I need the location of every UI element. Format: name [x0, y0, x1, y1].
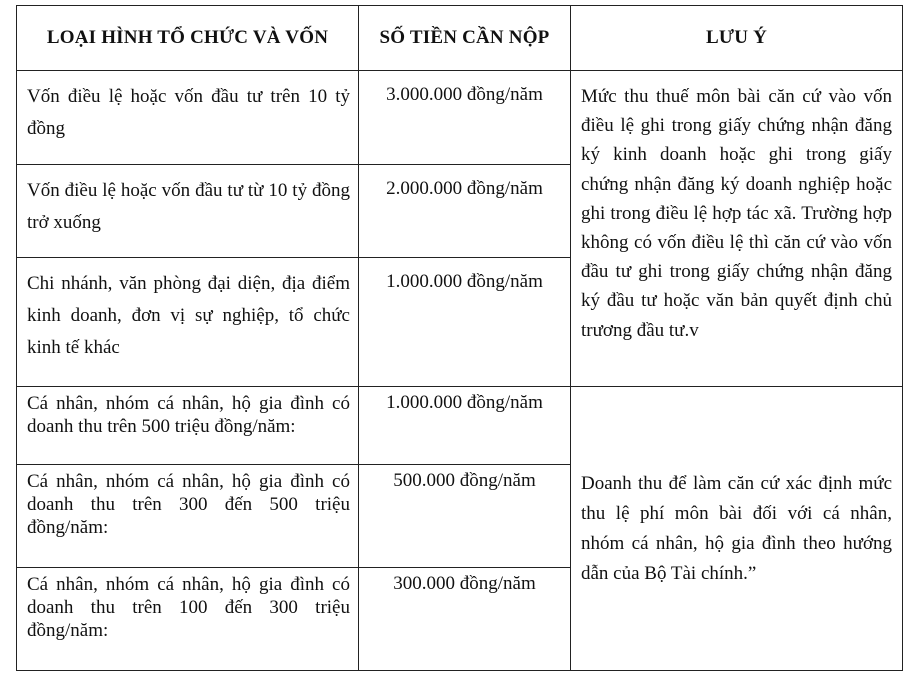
- organization-type-cell: Vốn điều lệ hoặc vốn đầu tư từ 10 tỷ đồng trở xuống: [17, 165, 359, 258]
- amount-cell: 2.000.000 đồng/năm: [359, 165, 571, 258]
- table-row: [17, 387, 903, 465]
- organization-type-cell: Vốn điều lệ hoặc vốn đầu tư trên 10 tỷ đồng: [17, 71, 359, 165]
- amount-cell: 300.000 đồng/năm: [359, 568, 571, 671]
- amount-cell: 1.000.000 đồng/năm: [359, 387, 571, 465]
- organization-type-cell: Cá nhân, nhóm cá nhân, hộ gia đình có doanh thu trên 100 đến 300 triệu đồng/năm:: [17, 568, 359, 671]
- header-organization-type: LOẠI HÌNH TỔ CHỨC VÀ VỐN: [17, 6, 359, 71]
- header-row: [17, 6, 903, 71]
- table-row: [17, 71, 903, 165]
- note-cell-organizations: Mức thu thuế môn bài căn cứ vào vốn điều lệ ghi trong giấy chứng nhận đăng ký kinh doanh hoặc ghi trong giấy chứng nhận đăng ký doanh nghiệp hoặc ghi trong điều lệ hợp tác xã. Trường hợp không có vốn điều lệ thì căn cứ vào vốn đầu tư ghi trong giấy chứng nhận đăng ký đầu tư hoặc văn bản quyết định chủ trương đầu tư.v: [571, 71, 903, 387]
- note-cell-individuals: Doanh thu để làm căn cứ xác định mức thu lệ phí môn bài đối với cá nhân, nhóm cá nhân, hộ gia đình theo hướng dẫn của Bộ Tài chính.”: [571, 387, 903, 671]
- organization-type-cell: Cá nhân, nhóm cá nhân, hộ gia đình có doanh thu trên 300 đến 500 triệu đồng/năm:: [17, 465, 359, 568]
- header-amount: SỐ TIỀN CẦN NỘP: [359, 6, 571, 71]
- header-note: LƯU Ý: [571, 6, 903, 71]
- license-fee-table: [16, 5, 903, 671]
- amount-cell: 1.000.000 đồng/năm: [359, 258, 571, 387]
- amount-cell: 3.000.000 đồng/năm: [359, 71, 571, 165]
- organization-type-cell: Cá nhân, nhóm cá nhân, hộ gia đình có doanh thu trên 500 triệu đồng/năm:: [17, 387, 359, 465]
- organization-type-cell: Chi nhánh, văn phòng đại diện, địa điểm kinh doanh, đơn vị sự nghiệp, tổ chức kinh tế khác: [17, 258, 359, 387]
- amount-cell: 500.000 đồng/năm: [359, 465, 571, 568]
